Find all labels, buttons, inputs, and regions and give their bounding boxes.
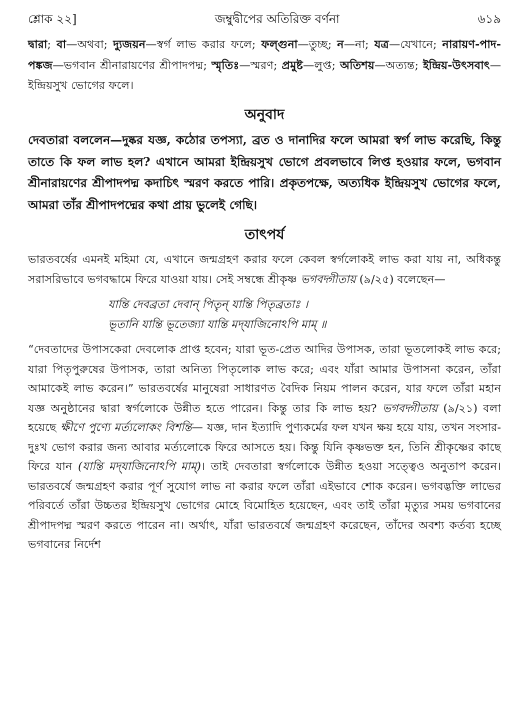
synonym-term: যত্র (374, 37, 389, 51)
synonym-meaning: স্মরণ (250, 59, 274, 72)
synonym-term: নারায়ণ-পাদ-পঙ্কজ (28, 37, 501, 72)
purport-paragraph (28, 250, 501, 289)
synonym-meaning: ভগবান শ্রীনারায়ণের শ্রীপাদপদ্ম (63, 59, 204, 72)
synonym-meaning: তুচ্ছ (308, 38, 328, 51)
synonym-term: দ্বারা (28, 37, 48, 51)
synonym-term: অতিশয় (339, 58, 375, 72)
synonym-meaning: লুপ্ত (314, 59, 332, 72)
synonym-term: ন (337, 37, 344, 51)
sanskrit-quote: (যান্তি মদ্‌যাজিনোঽপি মাম্) (78, 460, 201, 473)
purport-text: “দেবতাদের উপাসকেরা দেবলোক প্রাপ্ত হবেন; যারা ভূত-প্রেত আদির উপাসক, তারা ভূতলোকই লাভ করে; যারা পিতৃপুরুষের উপাসক, তারা অনিত্য পিতৃলোক লাভ করে; এবং যাঁরা আমার উপাসনা করেন, তাঁরা আমাকেই লাভ করেন।” ভারতবর্ষের মানুষেরা সাধারণত বৈদিক নিয়ম পালন করেন, যার ফলে তাঁরা মহান যজ্ঞ অনুষ্ঠানের দ্বারা স্বর্গলোকে উন্নীত হতে পারেন। কিন্তু তার কি লাভ হয়? (28, 343, 501, 415)
verse-reference: (৯/২৫) বলেছেন— (359, 272, 446, 286)
synonym-term: বা (56, 37, 67, 51)
purport-text: — যজ্ঞ, দান ইত্যাদি পুণ্যকর্মের ফল যখন ক্ষয় হয়ে যায়, তখন সংসার-দুঃখ ভোগ করার জন্য আবার মর্ত্যলোকে ফিরে আসতে হয়। কিন্তু যিনি কৃষ্ণভক্ত হন, তিনি শ্রীকৃষ্ণের কাছে ফিরে যান (28, 421, 501, 473)
synonym-meaning: না (355, 38, 365, 51)
synonym-meaning: অত্যন্ত (385, 59, 415, 72)
verse-line: যান্তি দেবব্রতা দেবান্ পিতৄন্ যান্তি পিতৃব্রতাঃ । (108, 298, 308, 311)
translation-text: দেবতারা বললেন—দুষ্কর যজ্ঞ, কঠোর তপস্যা, ব্রত ও দানাদির ফলে আমরা স্বর্গ লাভ করেছি, কিন্তু তাতে কি ফল লাভ হল? এখানে আমরা ইন্দ্রিয়সুখ ভোগে প্রবলভাবে লিপ্ত হওয়ার ফলে, ভগবান শ্রীনারায়ণের শ্রীপাদপদ্ম কদাচিৎ স্মরণ করতে পারি। প্রকৃতপক্ষে, অত্যধিক ইন্দ্রিয়সুখ ভোগের ফলে, আমরা তাঁর শ্রীপাদপদ্মের কথা প্রায় ভুলেই গেছি। (28, 133, 501, 212)
running-header (28, 10, 501, 28)
synonym-meaning: ইন্দ্রিয়সুখ ভোগের ফলে। (28, 79, 134, 92)
synonyms-block: দ্বারা; বা—অথবা; দ্যুজয়ন—স্বর্গ লাভ করার ফলে; ফল্গুনা—তুচ্ছ; ন—না; যত্র—যেখানে; নারায়ণ-পাদ-পঙ্কজ—ভগবান শ্রীনারায়ণের শ্রীপাদপদ্ম; স্মৃতিঃ—স্মরণ; প্রমুষ্ট—লুপ্ত; অতিশয়—অত্যন্ত; ইন্দ্রিয়-উৎসবাৎ—ইন্দ্রিয়সুখ ভোগের ফলে। (28, 37, 501, 92)
book-title: ভগবদ্গীতায় (300, 272, 356, 286)
purport-heading: তাৎপর্য (244, 227, 285, 243)
synonym-term: স্মৃতিঃ (211, 58, 240, 72)
purport-paragraph (28, 340, 501, 555)
synonym-term: দ্যুজয়ন (113, 37, 146, 51)
purport-text: ভারতবর্ষের এমনই মহিমা যে, এখানে জন্মগ্রহণ করার ফলে কেবল স্বর্গলোকই লাভ করা যায় না, অধিকন্তু সরাসরিভাবে ভগবদ্ধামে ফিরে যাওয়া যায়। সেই সম্বন্ধে শ্রীকৃষ্ণ (28, 253, 501, 286)
translation-heading: অনুবাদ (244, 107, 285, 123)
purport-text: । তাই দেবতারা স্বর্গলোকে উন্নীত হওয়া সত্ত্বেও অনুতাপ করেন। ভারতবর্ষে জন্মগ্রহণ করার পূর্ণ সুযোগ লাভ না করার ফলে তাঁরা এইভাবে শোক করেন। ভগবদ্ভক্তি লাভের পরিবর্তে তাঁরা উচ্চতর ইন্দ্রিয়সুখ ভোগের মোহে বিমোহিত হয়েছেন, এবং তাই তাঁরা মৃত্যুর সময় ভগবানের শ্রীপাদপদ্ম স্মরণ করতে পারেন না। অর্থাৎ, যাঁরা ভারতবর্ষে জন্মগ্রহণ করেছেন, তাঁদের অবশ্য কর্তব্য হচ্ছে ভগবানের নির্দেশ (28, 460, 501, 551)
synonym-meaning: স্বর্গ লাভ করার ফলে (156, 38, 252, 51)
synonym-term: ইন্দ্রিয়-উৎসবাৎ (422, 58, 490, 72)
synonym-meaning: যেখানে (400, 38, 433, 51)
verse-line: ভূতানি যান্তি ভূতেজ্যা যান্তি মদ্‌যাজিনোঽপি মাম্ ॥ (108, 317, 327, 331)
synonym-meaning: অথবা (77, 38, 104, 51)
synonym-term: ফল্গুনা (261, 37, 298, 51)
synonym-term: প্রমুষ্ট (281, 58, 304, 72)
verse-reference: (৯/২১) বলা হয়েছে (28, 401, 501, 434)
page-number: ৬১৯ (477, 12, 501, 26)
sanskrit-quote: ক্ষীণে পুণ্যে মর্ত্যলোকং বিশন্তি (60, 421, 192, 434)
verse-number: শ্লোক ২২] (28, 12, 77, 26)
chapter-title: জম্বুদ্বীপের অতিরিক্ত বর্ণনা (214, 12, 340, 26)
book-title: ভগবদ্গীতায় (382, 401, 438, 415)
quoted-verse (108, 295, 501, 334)
